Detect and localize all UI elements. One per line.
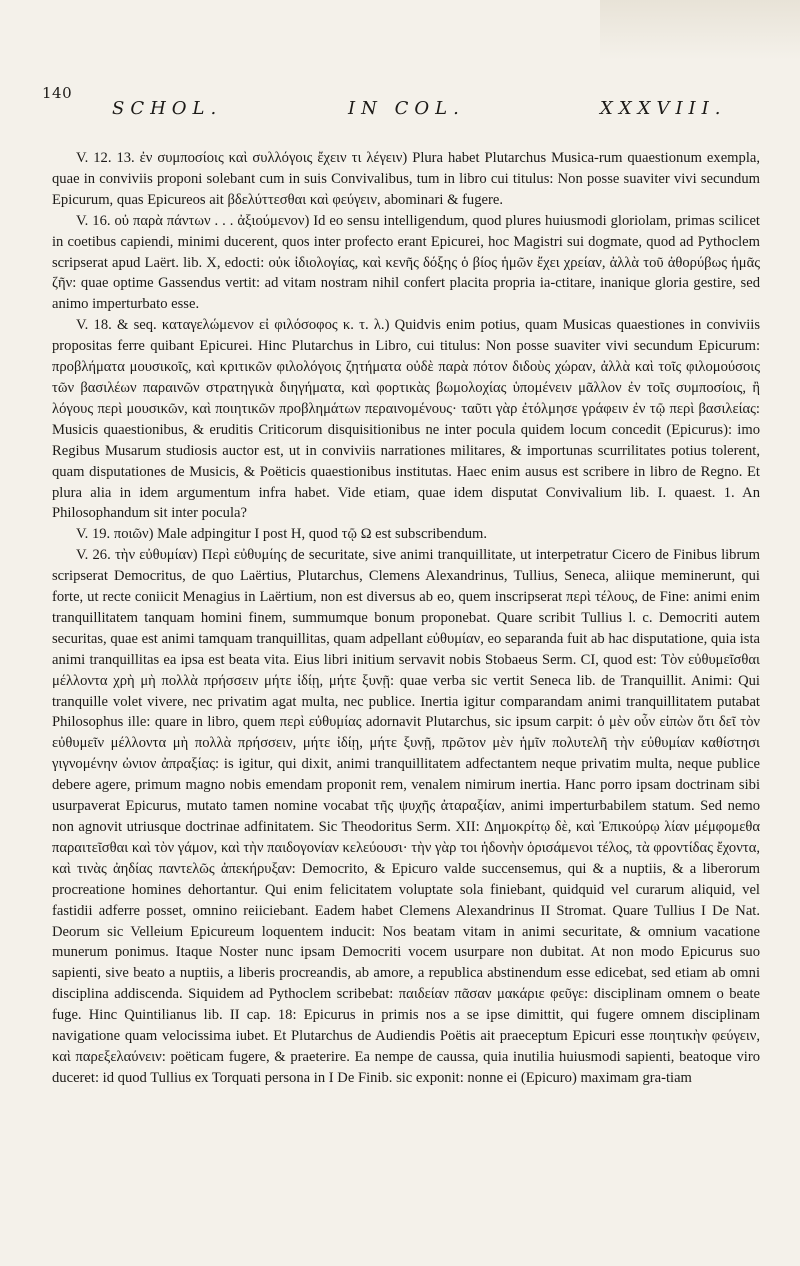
paper-stain bbox=[600, 0, 800, 60]
paragraph-v18: V. 18. & seq. καταγελώμενον εἰ φιλόσοφος κ. τ. λ.) Quidvis enim potius, quam Musicas quaestiones in conviviis propositas ferre quibant Epicurei. Hinc Plutarchus in Libro, cui titulus: Non posse suaviter vivi secundum Epicurum: προβλήματα μουσικοῖς, καὶ κριτικῶν φιλολόγοις ζητήματα οὐδὲ παρὰ πότον διδοὺς χώραν, ἀλλὰ καὶ τοῖς φιλομούσοις τῶν βασιλέων παραινῶν στρατηγικὰ διηγήματα, καὶ φορτικὰς βωμολοχίας ὑπομένειν μᾶλλον ἐν τοῖς συμποσίοις, ἢ λόγους περὶ μουσικῶν, καὶ ποιητικῶν προβλημάτων περαινομένους· ταῦτι γὰρ ἐτόλμησε γράφειν ἐν τῷ περὶ βασιλείας: Musicis quaestionibus, & eruditis Criticorum disquisitionibus ne inter pocula quidem locum concedit (Epicurus): imo Regibus Musarum studiosis auctor est, ut in conviviis narrationes militares, & importunas scurrilitates potius tolerent, quam disputationes de Musicis, & Poëticis quaestionibus institutas. Haec enim ausus est scribere in libro de Regno. Et plura alia in idem argumentum infra habet. Vide etiam, quae idem disputat Convivalium lib. I. quaest. 1. An Philosophandum sit inter pocula? bbox=[52, 317, 760, 522]
running-head-left: SCHOL. bbox=[112, 98, 223, 119]
page-number: 140 bbox=[42, 84, 73, 102]
paragraph-v26: V. 26. τὴν εὐθυμίαν) Περὶ εὐθυμίης de securitate, sive animi tranquillitate, ut interpetratur Cicero de Finibus librum scripserat Democritus, de quo Laërtius, Plutarchus, Clemens Alexandrinus, Tullius, Seneca, aliique meminerunt, qui forte, ut recte coniicit Menagius in Laërtium, non est diversus ab eo, quem inscripserat περὶ τέλους, de Fine: animi enim tranquillitatem tanquam homini finem, summumque bonum proponebat. Quare scribit Tullius l. c. Democriti autem securitas, quae est animi tamquam tranquillitas, quam adpellant εὐθυμίαν, eo separanda fuit ab hac disputatione, quia ista animi tranquillitas ea ipsa est beata vita. Eius libri initium servavit nobis Stobaeus Serm. CI, quod est: Τὸν εὐθυμεῖσθαι μέλλοντα χρὴ μὴ πολλὰ πρήσσειν μήτε ἰδίῃ, μήτε ξυνῇ: quae verba sic vertit Seneca lib. de Tranquillit. Animi: Qui tranquille volet vivere, nec privatim agat multa, nec publice. Inertia igitur comparandam animi tranquillitatem putabat Philosophus ille: quare in libro, quem περὶ εὐθυμίας adornavit Plutarchus, sic ipsum carpit: ὁ μὲν οὖν εἰπὼν ὅτι δεῖ τὸν εὐθυμεῖν μέλλοντα μὴ πολλὰ πρήσσειν, μήτε ἰδίῃ, μήτε ξυνῇ, πρῶτον μὲν ἡμῖν πολυτελῆ τὴν εὐθυμίαν καθίστησι γιγνομένην ὠνιον ἀπραξίας: is igitur, qui dixit, animi tranquillitatem adfectantem neque privatim multa, neque publice debere agere, primum magno nobis emendam proponit rem, venalem nimirum inertia. Hanc porro ipsam doctrinam sibi usurpaverat Epicurus, mutato tamen nomine vocabat τῆς ψυχῆς ἀταραξίαν, animi imperturbabilem statum. Sed nemo non agnovit utriusque doctrinae adfinitatem. Sic Theodoritus Serm. XII: Δημοκρίτῳ δὲ, καὶ Ἐπικούρῳ λίαν μέμφομεθα παραιτεῖσθαι καὶ τὸν γάμον, καὶ τὴν παιδογονίαν κελεύουσι· τὴν γὰρ τοι ἡδονὴν ὁρισάμενοι τέλος, τὰ φροντίδας ἔχοντα, καὶ τινὰς ἀηδίας παντελῶς ἀπεκήρυξαν: Democrito, & Epicuro valde succensemus, qui & a nuptiis, & a liberorum procreatione homines dehortantur. Qui enim felicitatem voluptate sola finiebant, quidquid vel curarum aliquid, vel fastidii adferre posset, omnino reiiciebant. Eadem habet Clemens Alexandrinus II Stromat. Quare Tullius I De Nat. Deorum sic Velleium Epicureum loquentem inducit: Nos beatam vitam in animi securitate, & omnium vacatione munerum ponimus. Itaque Noster nunc ipsam Democriti vocem usurpare non dubitat. At non modo Epicurus suo sapienti, sive beato a nuptiis, a liberis procreandis, ab amore, a republica abstinendum esse edicebat, sed etiam ab omni disciplina addiscenda. Siquidem ad Pythoclem scribebat: παιδείαν πᾶσαν μακάριε φεῦγε: disciplinam omnem o beate fuge. Hinc Quintilianus lib. II cap. 18: Epicurus in primis nos a se ipse dimittit, qui fugere omnem disciplinam navigatione quam velocissima iubet. Et Plutarchus de Audiendis Poëtis ait praeceptum Epicuri esse ποιητικὴν φεύγειν, καὶ παρεξελαύνειν: poëticam fugere, & praeterire. Ea nempe de caussa, quia inutilia huiusmodi sapienti, beatoque viro duceret: id quod Tullius ex Torquati persona in I De Finib. sic exponit: nonne ei (Epicuro) maximam gra-tiam bbox=[52, 547, 760, 1086]
commentary-body bbox=[52, 148, 760, 1089]
paragraph-v19: V. 19. ποιῶν) Male adpingitur I post H, quod τῷ Ω est subscribendum. bbox=[76, 526, 488, 543]
paragraph-v12: V. 12. 13. ἐν συμποσίοις καὶ συλλόγοις ἔχειν τι λέγειν) Plura habet Plutarchus Musica-rum quaestionum exempla, quae in conviviis proponi solebant cum in suis Convivalibus, tum in libro cui titulus: Non posse suaviter vivi secundum Epicurum, quas Epicureos ait βδελύττεσθαι καὶ φεύγειν, abominari & fugere. bbox=[52, 150, 760, 208]
running-head-right: XXXVIII. bbox=[600, 98, 727, 119]
paragraph-v16: V. 16. οὐ παρὰ πάντων . . . ἀξιούμενον) Id eo sensu intelligendum, quod plures huiusmodi gloriolam, primas scilicet in coetibus capiendi, minimi ducerent, quos inter profecto erant Epicurei, hoc Magistri sui dogmate, quod ad Pythoclem scripserat apud Laërt. lib. X, edocti: οὐκ ἰδιολογίας, καὶ κενῆς δόξης ὁ βίος ἡμῶν ἔχει χρείαν, ἀλλὰ τοῦ ἀθορύβως ἡμᾶς ζῆν: quae optime Gassendus vertit: ad vitam nostram nihil confert placita propria ia-ctitare, inanique gloria gestire, sed animo imperturbato esse. bbox=[52, 212, 760, 313]
running-head-mid: IN COL. bbox=[348, 98, 465, 119]
